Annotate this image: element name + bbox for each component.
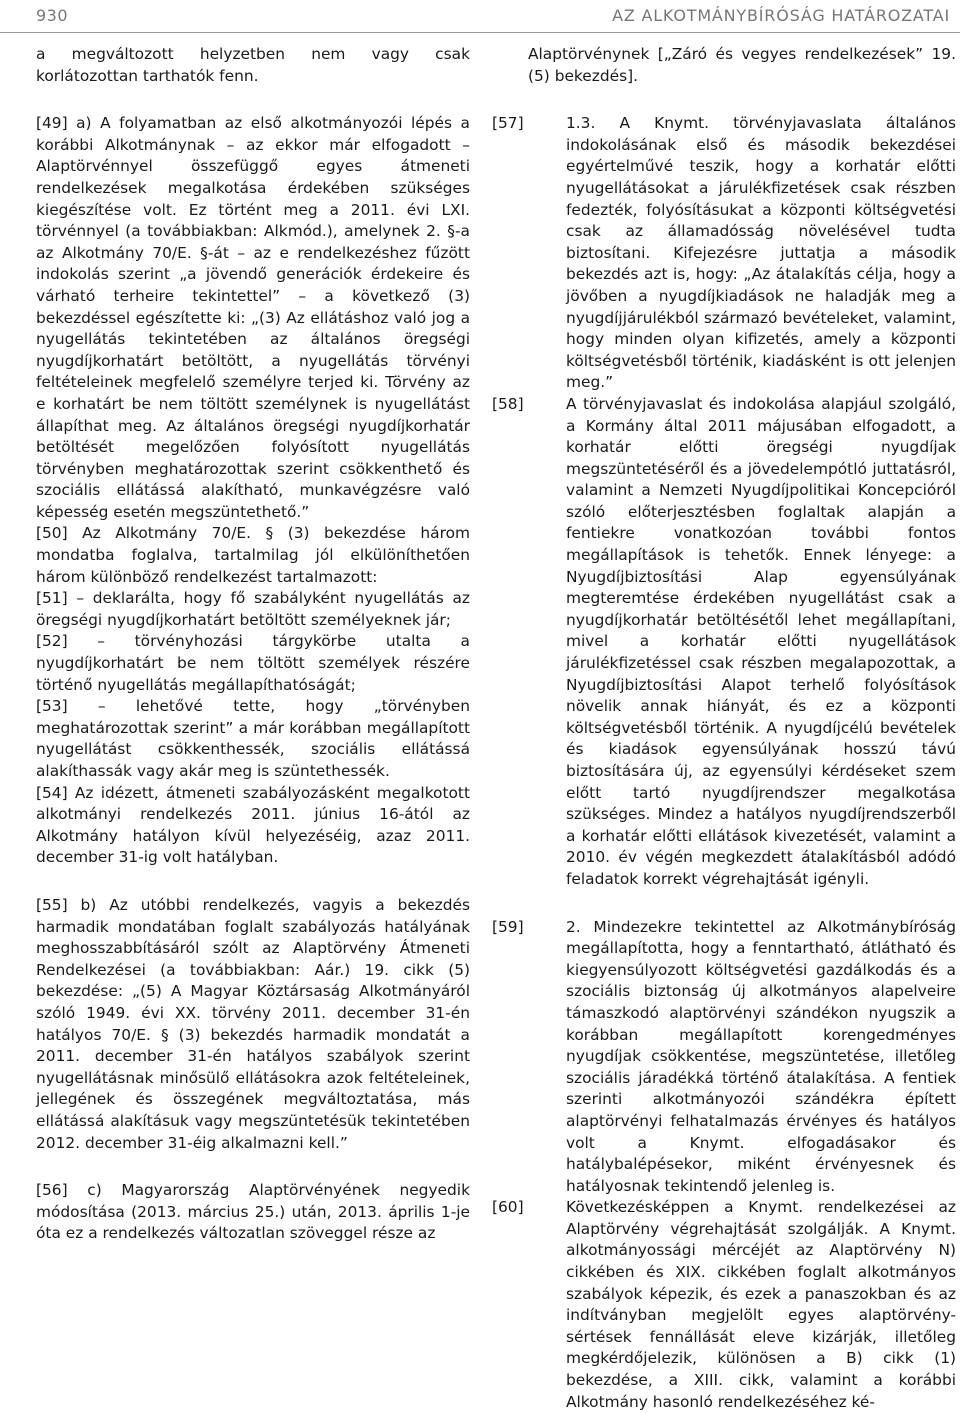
paragraph-label: [60]: [492, 1198, 524, 1217]
paragraph-text: b) Az utóbbi rendelkezés, vagyis a bekezdés harmadik mondatában foglalt szabályozás hatályának meghosszabbításáról szólt az Alaptörvény Átmeneti Rendelkezései (a továbbiakban: Aár.) 19. cikk (5) bekezdése: „(5) A Magyar Köztársaság Alkotmányáról szóló 1949. évi XX. törvény 2011. december 31-én hatályos 70/E. § (3) bekezdés harmadik mondatát a 2011. december 31-én hatályos szabályok szerint nyugellátásnak minősülő ellátásokra azok feltételeinek, jellegének és összegének megváltoztatása, más ellátássá alakításuk vagy megszüntetésük tekintetében 2012. december 31-éig alkalmazni kell.”: [36, 895, 470, 1152]
right-column: [492, 44, 956, 1413]
running-title: AZ ALKOTMÁNYBÍRÓSÁG HATÁROZATAI: [612, 6, 950, 25]
paragraph-56: [36, 1180, 470, 1245]
paragraph-57: [492, 113, 956, 394]
paragraph-51: [36, 588, 470, 631]
header-rule: [0, 32, 960, 33]
paragraph-text: – törvényhozási tárgykörbe utalta a nyugdíjkorhatárt be nem töltött személyek részére történő nyugellátás megállapíthatóságát;: [36, 632, 470, 694]
paragraph-text: 2. Mindezekre tekintettel az Alkotmánybíróság megállapította, hogy a fenntartható, átlátható és kiegyensúlyozott költségvetési gazdálkodás és a szociális biztonság új alkotmányos alapelveire támaszkodó alaptörvényi szándékon nyugszik a korábban megállapított korengedményes nyugdíjak csökkentése, megszüntetése, illetőleg szociális járadékká történő átalakítása. A fentiek szerinti alkotmányozói szándékra épített alaptörvényi felhatalmazás érvényes és hatályos volt a Knymt. elfogadásakor és hatálybalépésekor, miként érvényesnek és hatályosnak tekintendő jelenleg is.: [566, 917, 956, 1195]
paragraph-label: [50]: [36, 524, 83, 543]
paragraph-55: [36, 895, 470, 1154]
paragraph-label: [58]: [492, 394, 524, 413]
paragraph-text: A törvényjavaslat és indokolása alapjául szolgáló, a Kormány által 2011 májusában elfogadott, a korhatár előtti öregségi nyugdíjak megszüntetéséről és a jövedelempótló juttatásról, valamint a Nemzeti Nyugdíjpolitikai Koncepcióról szóló előterjesztésben foglaltak alapján a fentiekre vonatkozóan további fontos megállapítások is tehetők. Ennek lényege: a Nyugdíjbiztosítási Alap egyensúlyának megteremtése érdekében nyugellátást csak a nyugdíjkorhatár betöltésétől lehet megállapítani, mivel a korhatár előtti nyugellátások járulékfizetéssel csak részben megalapozottak, a Nyugdíjbiztosítási Alapot terhelő folyósítások növelik annak hiányát, és ez a központi költségvetésből történik. A nyugdíjcélú bevételek és kiadások egyensúlyának hosszú távú biztosítására új, az egyensúlyi kérdéseket szem előtt tartó nyugdíjrendszer megalkotása szükséges. Mindez a hatályos nyugdíjrendszerből a korhatár előtti ellátások kivezetését, valamint a 2010. év végén megkezdett átalakításból adódó feladatok korrekt végrehajtását igényli.: [566, 394, 956, 888]
left-column: [36, 44, 470, 1245]
paragraph-text: c) Magyarország Alaptörvényének negyedik módosítása (2013. március 25.) után, 2013. április 1-je óta ez a rendelkezés változatlan szöveggel része az: [36, 1181, 470, 1243]
paragraph-label: [54]: [36, 783, 75, 802]
paragraph-label: [56]: [36, 1181, 88, 1200]
paragraph-text: Következésképpen a Knymt. rendelkezései az Alaptörvény végrehajtását szolgálják. A Knymt. alkotmányossági mércéjét az Alaptörvény N) cikkében és XIX. cikkében foglalt alkotmányos szabályok képezik, és ezek a panaszokban és az indítványban megjelölt egyes alaptörvény-sértések fennállását eleve kizárják, illetőleg megkérdőjelezik, különösen a B) cikk (1) bekezdése, a XIII. cikk, valamint a korábbi Alkotmány hasonló rendelkezéséhez ké-: [566, 1198, 956, 1411]
page-number: 930: [36, 6, 69, 25]
paragraph-52: [36, 631, 470, 696]
paragraph-text: Az idézett, átmeneti szabályozásként megalkotott alkotmányi rendelkezés 2011. június 16-ától az Alkotmány hatályon kívül helyezéséig, azaz 2011. december 31-ig volt hatályban.: [36, 783, 470, 867]
page-header: [0, 0, 960, 34]
left-intro: a megváltozott helyzetben nem vagy csak korlátozottan tarthatók fenn.: [36, 45, 470, 85]
paragraph-label: [52]: [36, 632, 98, 651]
paragraph-53: [36, 696, 470, 782]
paragraph-59: [492, 917, 956, 1198]
paragraph-text: – lehetővé tette, hogy „törvényben meghatározottak szerint” a már korábban megállapított nyugellátást csökkenthessék, szociális ellátássá alakíthassák vagy akár meg is szüntethessék.: [36, 697, 470, 780]
paragraph-60: [492, 1197, 956, 1413]
paragraph-49: [36, 113, 470, 523]
paragraph-label: [55]: [36, 895, 81, 914]
paragraph-text: – deklarálta, hogy fő szabályként nyugellátás az öregségi nyugdíjkorhatárt betöltött személyeknek jár;: [36, 589, 470, 629]
paragraph-text: a) A folyamatban az első alkotmányozói lépés a korábbi Alkotmánynak – az ekkor már elfogadott – Alaptörvénnyel összefüggő egyes átmeneti rendelkezések megalkotása érdekében szükséges kiegészítése volt. Ez történt meg a 2011. évi LXI. törvénnyel (a továbbiakban: Alkmód.), amelynek 2. §-a az Alkotmány 70/E. §-át – az e rendelkezéshez fűzött indokolás szerint „a jövendő generációk érdekeire és várható terheire tekintettel” – a következő (3) bekezdéssel egészítette ki: „(3) Az ellátáshoz való jog a nyugellátás tekintetében az általános öregségi nyugdíjkorhatárt betöltött, a nyugellátás törvényi feltételeinek megfelelő személyre terjed ki. Törvény az e korhatárt be nem töltött személynek is nyugellátást állapíthat meg. Az általános öregségi nyugdíjkorhatár betöltését megelőzően folyósított nyugellátás törvényben meghatározottak szerint csökkenthető és szociális ellátássá alakítható, munkavégzésre való képesség esetén megszüntethető.”: [36, 114, 470, 521]
paragraph-label: [57]: [492, 114, 524, 133]
paragraph-label: [53]: [36, 697, 98, 716]
paragraph-50: [36, 523, 470, 588]
paragraph-54: [36, 783, 470, 869]
paragraph-label: [59]: [492, 917, 524, 936]
paragraph-text: 1.3. A Knymt. törvényjavaslata általános indokolásának első és második bekezdései egyértelművé teszik, hogy a korhatár előtti nyugellátásokat a járulékfizetések csak részben fedezték, folyósításukat a központi költségvetési csak az államadósság növelésével tudta biztosítani. Kifejezésre juttatja a második bekezdés azt is, hogy: „Az átalakítás célja, hogy a jövőben a nyugdíjkiadások ne haladják meg a nyugdíjjárulékból származó bevételeket, valamint, hogy minden olyan kifizetés, amely a központi költségvetésből történik, kiadásként is ott jelenjen meg.”: [566, 114, 956, 392]
paragraph-text: Az Alkotmány 70/E. § (3) bekezdése három mondatba foglalva, tartalmilag jól elkülöníthetően három különböző rendelkezést tartalmazott:: [36, 524, 470, 586]
paragraph-58: [492, 394, 956, 891]
paragraph-label: [51]: [36, 589, 77, 608]
paragraph-label: [49]: [36, 114, 77, 133]
right-intro: Alaptörvénynek [„Záró és vegyes rendelkezések” 19. (5) bekezdés].: [528, 45, 956, 85]
